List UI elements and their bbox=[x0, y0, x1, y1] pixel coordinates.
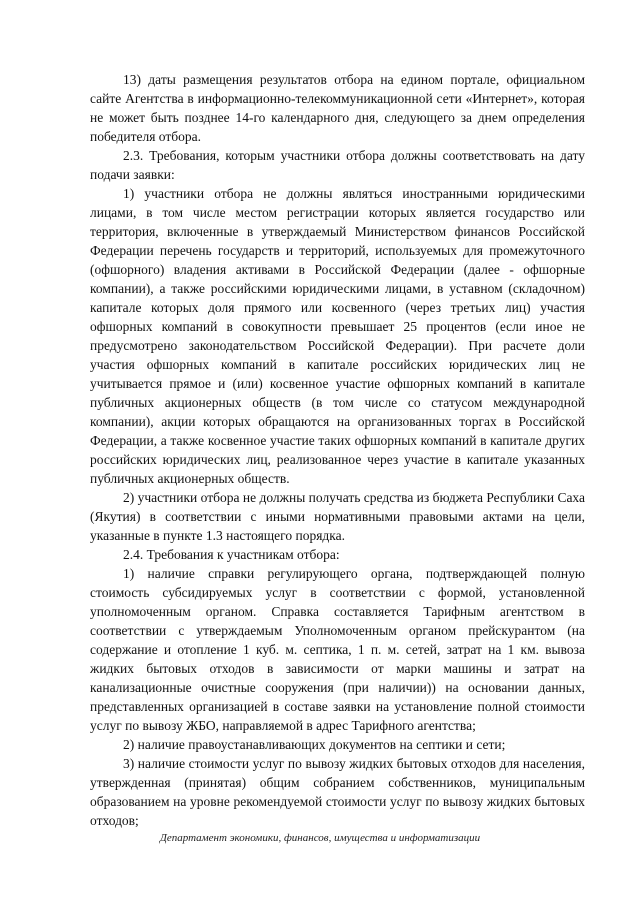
paragraph-item-3-cost: 3) наличие стоимости услуг по вывозу жидких бытовых отходов для населения, утвержденная (принятая) общим собранием собственников, муниципальным образованием на уровне рекомендуемой стоимости услуг по вывозу жидких бытовых отходов; bbox=[90, 756, 585, 828]
paragraph-item-2-budget: 2) участники отбора не должны получать средства из бюджета Республики Саха (Якутия) в соответствии с иными нормативными правовыми актами на цели, указанные в пункте 1.3 настоящего порядка. bbox=[90, 490, 585, 543]
paragraph-item-1-offshore: 1) участники отбора не должны являться иностранными юридическими лицами, в том числе местом регистрации которых является государство или территория, включенные в утверждаемый Министерством финансов Российской Федерации перечень государств и территорий, используемых для промежуточного (офшорного) владения активами в Российской Федерации (далее - офшорные компании), а также российскими юридическими лицами, в уставном (складочном) капитале которых доля прямого или косвенного (через третьих лиц) участия офшорных компаний в совокупности превышает 25 процентов (если иное не предусмотрено законодательством Российской Федерации). При расчете доли участия офшорных компаний в капитале российских юридических лиц не учитывается прямое и (или) косвенное участие офшорных компаний в капитале публичных акционерных обществ (в том числе со статусом международной компании), акции которых обращаются на организованных торгах в Российской Федерации, а также косвенное участие таких офшорных компаний в капитале других российских юридических лиц, реализованное через участие в капитале указанных публичных акционерных обществ. bbox=[90, 186, 585, 486]
paragraph-section-2-3: 2.3. Требования, которым участники отбора должны соответствовать на дату подачи заявки: bbox=[90, 148, 585, 182]
document-body bbox=[90, 70, 585, 830]
paragraph-item-1-certificate: 1) наличие справки регулирующего органа, подтверждающей полную стоимость субсидируемых услуг в соответствии с формой, установленной уполномоченным органом. Справка составляется Тарифным агентством в соответствии с утверждаемым Уполномоченным органом прейскурантом (на содержание и отопление 1 куб. м. септика, 1 п. м. сетей, затрат на 1 км. вывоза жидких бытовых отходов в зависимости от марки машины и затрат на канализационные очистные сооружения (при наличии)) на основании данных, представленных организацией в составе заявки на установление полной стоимости услуг по вывозу ЖБО, направляемой в адрес Тарифного агентства; bbox=[90, 566, 585, 733]
paragraph-item-13: 13) даты размещения результатов отбора на едином портале, официальном сайте Агентства в информационно-телекоммуникационной сети «Интернет», которая не может быть позднее 14-го календарного дня, следующего за днем определения победителя отбора. bbox=[90, 72, 585, 144]
paragraph-section-2-4: 2.4. Требования к участникам отбора: bbox=[123, 547, 340, 562]
paragraph-item-2-documents: 2) наличие правоустанавливающих документов на септики и сети; bbox=[123, 737, 506, 752]
page-footer: Департамент экономики, финансов, имущества и информатизации bbox=[159, 832, 481, 844]
